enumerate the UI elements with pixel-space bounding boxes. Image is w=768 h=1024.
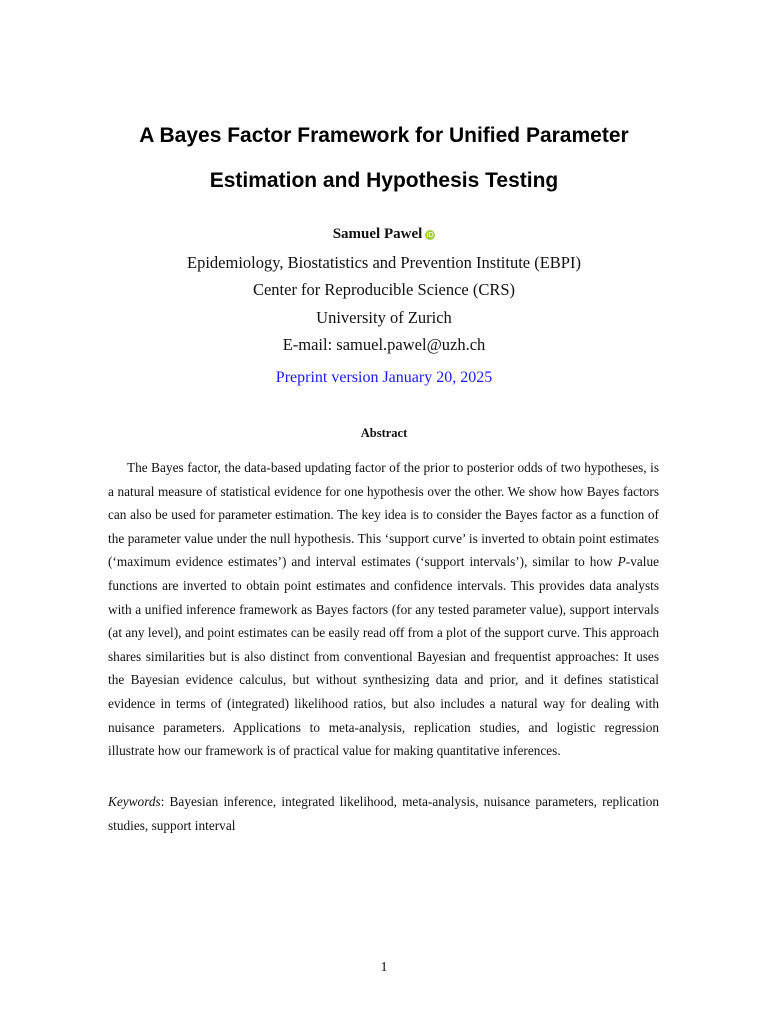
- affiliation-institute: Epidemiology, Biostatistics and Prevention Institute (EBPI): [187, 252, 581, 272]
- preprint-version-note: Preprint version January 20, 2025: [275, 369, 493, 386]
- affiliation-university: University of Zurich: [316, 307, 452, 327]
- paper-title-line-2: Estimation and Hypothesis Testing: [209, 169, 559, 192]
- author-block: [0, 219, 768, 359]
- abstract-text-part-2: -value functions are inverted to obtain point estimates and confidence intervals. This provides data analysts with a unified inference framework as Bayes factors (for any tested parameter value), support intervals (at any level), and point estimates can be easily read off from a plot of the support curve. This approach shares similarities but is also distinct from conventional Bayesian and frequentist approaches: It uses the Bayesian evidence calculus, but without synthesizing data and prior, and it defines statistical evidence in terms of (integrated) likelihood ratios, but also includes a natural way for dealing with nuisance parameters. Applications to meta-analysis, replication studies, and logistic regression illustrate how our framework is of practical value for making quantitative inferences.: [108, 554, 659, 759]
- keywords-label: Keywords: [108, 794, 161, 809]
- author-line: [0, 219, 768, 249]
- author-email: E-mail: samuel.pawel@uzh.ch: [282, 335, 486, 354]
- orcid-icon[interactable]: iD: [426, 231, 434, 239]
- abstract-heading: Abstract: [360, 426, 408, 440]
- keywords-list: : Bayesian inference, integrated likelihood, meta-analysis, nuisance parameters, replication studies, support interval: [108, 794, 659, 833]
- author-name: Samuel Pawel: [332, 226, 423, 242]
- keywords: [108, 790, 659, 837]
- affiliation-center: Center for Reproducible Science (CRS): [252, 280, 516, 299]
- abstract-text-part-1: The Bayes factor, the data-based updating factor of the prior to posterior odds of two hypotheses, is a natural measure of statistical evidence for one hypothesis over the other. We show how Bayes factors can also be used for parameter estimation. The key idea is to consider the Bayes factor as a function of the parameter value under the null hypothesis. This ‘support curve’ is inverted to obtain point estimates (‘maximum evidence estimates’) and interval estimates (‘support intervals’), similar to how: [108, 460, 659, 570]
- paper-title-line-1: A Bayes Factor Framework for Unified Parameter: [139, 124, 629, 147]
- page-number: 1: [380, 960, 388, 975]
- abstract-p-symbol: P: [617, 554, 626, 570]
- abstract-body: [108, 456, 659, 763]
